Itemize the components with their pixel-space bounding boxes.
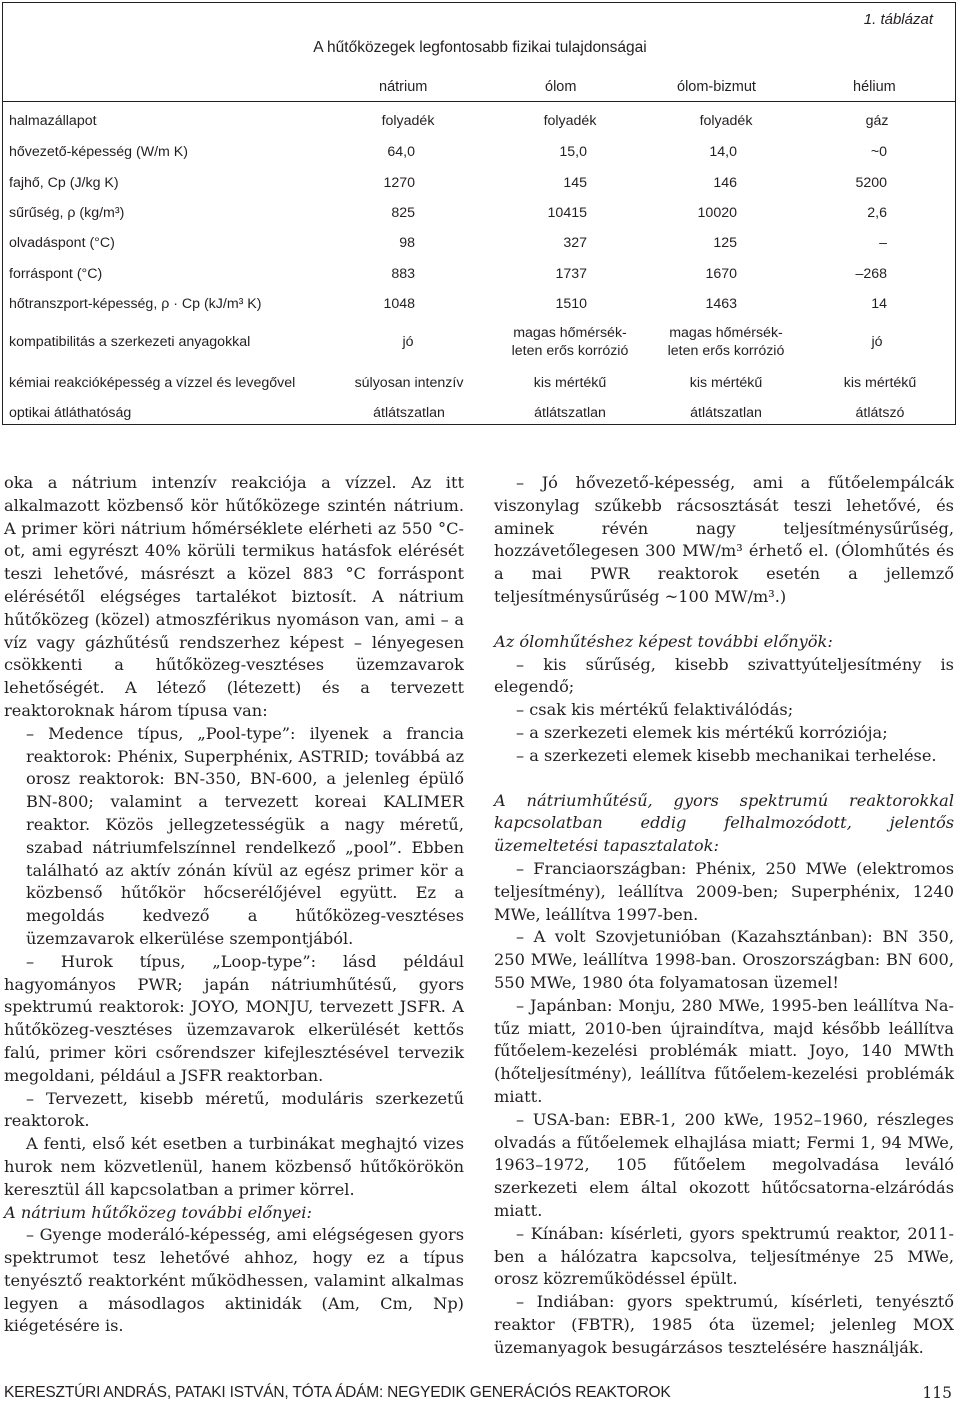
paragraph: – Gyenge moderáló-képesség, ami elégségesen gyors spektrumot tesz lehetővé ahhoz, hogy ez a típus tenyésztő reaktorként működhessen, valamint alkalmas legyen a másodlagos aktinidák (Am, Cm, Np) kiégetésére is.	[4, 1225, 464, 1336]
table-cell: kis mértékű	[689, 375, 763, 391]
table-cell: átlátszatlan	[534, 405, 606, 421]
table-cell: kis mértékű	[843, 375, 917, 391]
list-item: – a szerkezeti elemek kis mértékű korróziója;	[516, 722, 888, 742]
table-cell: átlátszatlan	[690, 405, 762, 421]
table-cell: folyadék	[381, 113, 435, 129]
table-cell: 14	[871, 296, 887, 312]
list-item: – a szerkezeti elemek kisebb mechanikai terhelése.	[516, 745, 937, 765]
row-label: fajhő, Cp (J/kg K)	[9, 175, 119, 191]
col-header: hélium	[853, 79, 896, 95]
paragraph: – Medence típus, „Pool-type”: ilyenek a francia reaktorok: Phénix, Superphénix, ASTRID; továbbá az orosz reaktorok: BN-350, BN-600, a jelenleg épülő BN-800; valamint a tervezett koreai KALIMER reaktor. Közös jellegzetességük a nagy méretű, szabad nátriumfelszínnel rendelkező „pool”. Ebben található az aktív zónán kívül az egész primer kör a közbenső hűtőkör hőcserélőjével együtt. Ez a megoldás kedvező a hűtőközeg-vesztéses üzemzavarok elkerülése szempontjából.	[26, 723, 464, 948]
footer-authors: KERESZTÚRI ANDRÁS, PATAKI ISTVÁN, TÓTA ÁDÁM: NEGYEDIK GENERÁCIÓS REAKTOROK	[4, 1384, 671, 1401]
table-cell: átlátszatlan	[373, 405, 445, 421]
table-label: 1. táblázat	[863, 11, 933, 28]
paragraph: – Hurok típus, „Loop-type”: lásd például hagyományos PWR; japán nátriumhűtésű, gyors spektrumú reaktorok: JOYO, MONJU, tervezett JSFR. A hűtőközeg-vesztéses üzemzavarok elkerülését kettős falú, primer köri csőrendszer kifejlesztésével tervezik megoldani, például a JSFR reaktorban.	[4, 951, 464, 1085]
table-cell: súlyosan intenzív	[354, 375, 464, 391]
table-cell: 14,0	[709, 144, 737, 160]
table-cell: folyadék	[543, 113, 597, 129]
col-header: ólom	[545, 79, 577, 95]
row-label: hővezető-képesség (W/m K)	[9, 144, 188, 160]
col-header: ólom-bizmut	[677, 79, 756, 95]
table-cell: ~0	[870, 144, 887, 160]
table-box	[2, 2, 956, 425]
col-header: nátrium	[379, 79, 428, 95]
table-cell: –	[879, 235, 887, 251]
page-number: 115	[922, 1384, 952, 1402]
table-cell: 825	[391, 205, 415, 221]
row-label: kompatibilitás a szerkezeti anyagokkal	[9, 334, 251, 350]
row-label: hőtranszport-képesség, ρ · Cp (kJ/m³ K)	[9, 296, 262, 312]
paragraph: – Kínában: kísérleti, gyors spektrumú reaktor, 2011-ben a hálózatra kapcsolva, teljesítménye 25 MWe, orosz közreműködéssel épült.	[494, 1223, 954, 1289]
table-cell: 327	[563, 235, 587, 251]
row-label: forráspont (°C)	[9, 266, 103, 282]
table-cell: kis mértékű	[533, 375, 607, 391]
table-cell: 145	[563, 175, 587, 191]
paragraph: – A volt Szovjetunióban (Kazahsztánban): BN 350, 250 MWe, leállítva 1998-ban. Oroszországban: BN 600, 550 MWe, 1980 óta folyamatosan üzemel!	[494, 927, 954, 992]
paragraph: A fenti, első két esetben a turbinákat meghajtó vizes hurok nem közvetlenül, hanem közbenső hűtőkörökön keresztül áll kapcsolatban a primer körrel.	[4, 1134, 464, 1199]
table-cell: 5200	[855, 175, 887, 191]
table-cell: 1670	[705, 266, 737, 282]
paragraph: – Tervezett, kisebb méretű, moduláris szerkezetű reaktorok.	[4, 1088, 464, 1131]
table-cell: 10415	[547, 205, 587, 221]
table-cell: 98	[399, 235, 415, 251]
table-cell: magas hőmérsék- leten erős korrózió	[511, 325, 629, 359]
paragraph: – Jó hővezető-képesség, ami a fűtőelempálcák viszonylag szűkebb rácsosztását teszi lehetővé, és aminek révén nagy teljesítménysűrűség, hozzávetőlegesen 300 MW/m³ érhető el. (Ólomhűtés és a mai PWR reaktorok esetén a jellemző teljesítménysűrűség ~100 MW/m³.)	[494, 473, 954, 606]
table-cell: 2,6	[867, 205, 887, 221]
table-cell: jó	[871, 334, 883, 350]
table-cell: 1737	[555, 266, 587, 282]
list-item: – kis sűrűség, kisebb szivattyúteljesítmény is elegendő;	[494, 654, 954, 697]
table-cell: 1048	[383, 296, 415, 312]
row-label: optikai átláthatóság	[9, 405, 132, 421]
row-label: olvadáspont (°C)	[9, 235, 115, 251]
subheading: Az ólomhűtéshez képest további előnyök:	[494, 631, 833, 651]
table-cell: folyadék	[699, 113, 753, 129]
paragraph: oka a nátrium intenzív reakciója a vízzel. Az itt alkalmazott közbenső kör hűtőközege szintén nátrium. A primer köri nátrium hőmérséklete elérheti az 550 °C-ot, ami egyrészt 40% körüli termikus hatásfok elérését teszi lehetővé, másrészt a közel 883 °C forráspont elérésétől elégséges tartalékot biztosít. A nátrium hűtőközeg (közel) atmoszférikus nyomáson van, ami – a víz vagy gázhűtésű rendszerhez képest – lényegesen csökkenti a hűtőközeg-vesztéses üzemzavarok lehetőségét. A létező (létezett) és a tervezett reaktoroknak három típusa van:	[4, 473, 464, 720]
row-label: halmazállapot	[9, 113, 97, 129]
paragraph: – Indiában: gyors spektrumú, kísérleti, tenyésztő reaktor (FBTR), 1985 óta üzemel; jelenleg MOX üzemanyagok besugárzásos tesztelésére használják.	[494, 1292, 954, 1357]
right-column	[494, 472, 954, 1359]
table-cell: jó	[402, 334, 414, 350]
table-cell: 64,0	[387, 144, 415, 160]
row-label: sűrűség, ρ (kg/m³)	[9, 205, 125, 221]
list-item: – csak kis mértékű felaktiválódás;	[516, 700, 794, 720]
table-cell: 883	[391, 266, 415, 282]
paragraph: – USA-ban: EBR-1, 200 kWe, 1952–1960, részleges olvadás a fűtőelemek elhajlása miatt; Fermi 1, 94 MWe, 1963–1972, 105 fűtőelem megolvadása leváló szerkezeti elem által okozott hűtőcsatorna-elzáródás miatt.	[494, 1109, 954, 1220]
subheading: A nátrium hűtőközeg további előnyei:	[4, 1202, 312, 1222]
paragraph: – Japánban: Monju, 280 MWe, 1995-ben leállítva Na-tűz miatt, 2010-ben újraindítva, majd később leállítva fűtőelem-kezelési problémák miatt. Joyo, 140 MWth (hőteljesítmény), leállítva fűtőelem-kezelési problémák miatt.	[494, 995, 954, 1106]
left-column	[4, 472, 464, 1338]
table-cell: 1270	[383, 175, 415, 191]
table-cell: 10020	[697, 205, 737, 221]
table-cell: gáz	[865, 113, 889, 129]
table-cell: 1510	[555, 296, 587, 312]
header-rule	[3, 101, 955, 102]
row-label: kémiai reakcióképesség a vízzel és levegővel	[9, 375, 296, 391]
table-cell: 15,0	[559, 144, 587, 160]
table-cell: 1463	[705, 296, 737, 312]
paragraph: – Franciaországban: Phénix, 250 MWe (elektromos teljesítmény), leállítva 2009-ben; Superphénix, 1240 MWe, leállítva 1997-ben.	[494, 858, 954, 924]
table-cell: átlátszó	[855, 405, 905, 421]
table-title: A hűtőközegek legfontosabb fizikai tulajdonságai	[313, 39, 647, 56]
subheading: A nátriumhűtésű, gyors spektrumú reaktorokkal kapcsolatban eddig felhalmozódott, jelentős üzemeltetési tapasztalatok:	[494, 790, 954, 856]
table-cell: 125	[713, 235, 737, 251]
table-cell: 146	[713, 175, 737, 191]
table-cell: –268	[855, 266, 887, 282]
table-cell: magas hőmérsék- leten erős korrózió	[667, 325, 785, 359]
